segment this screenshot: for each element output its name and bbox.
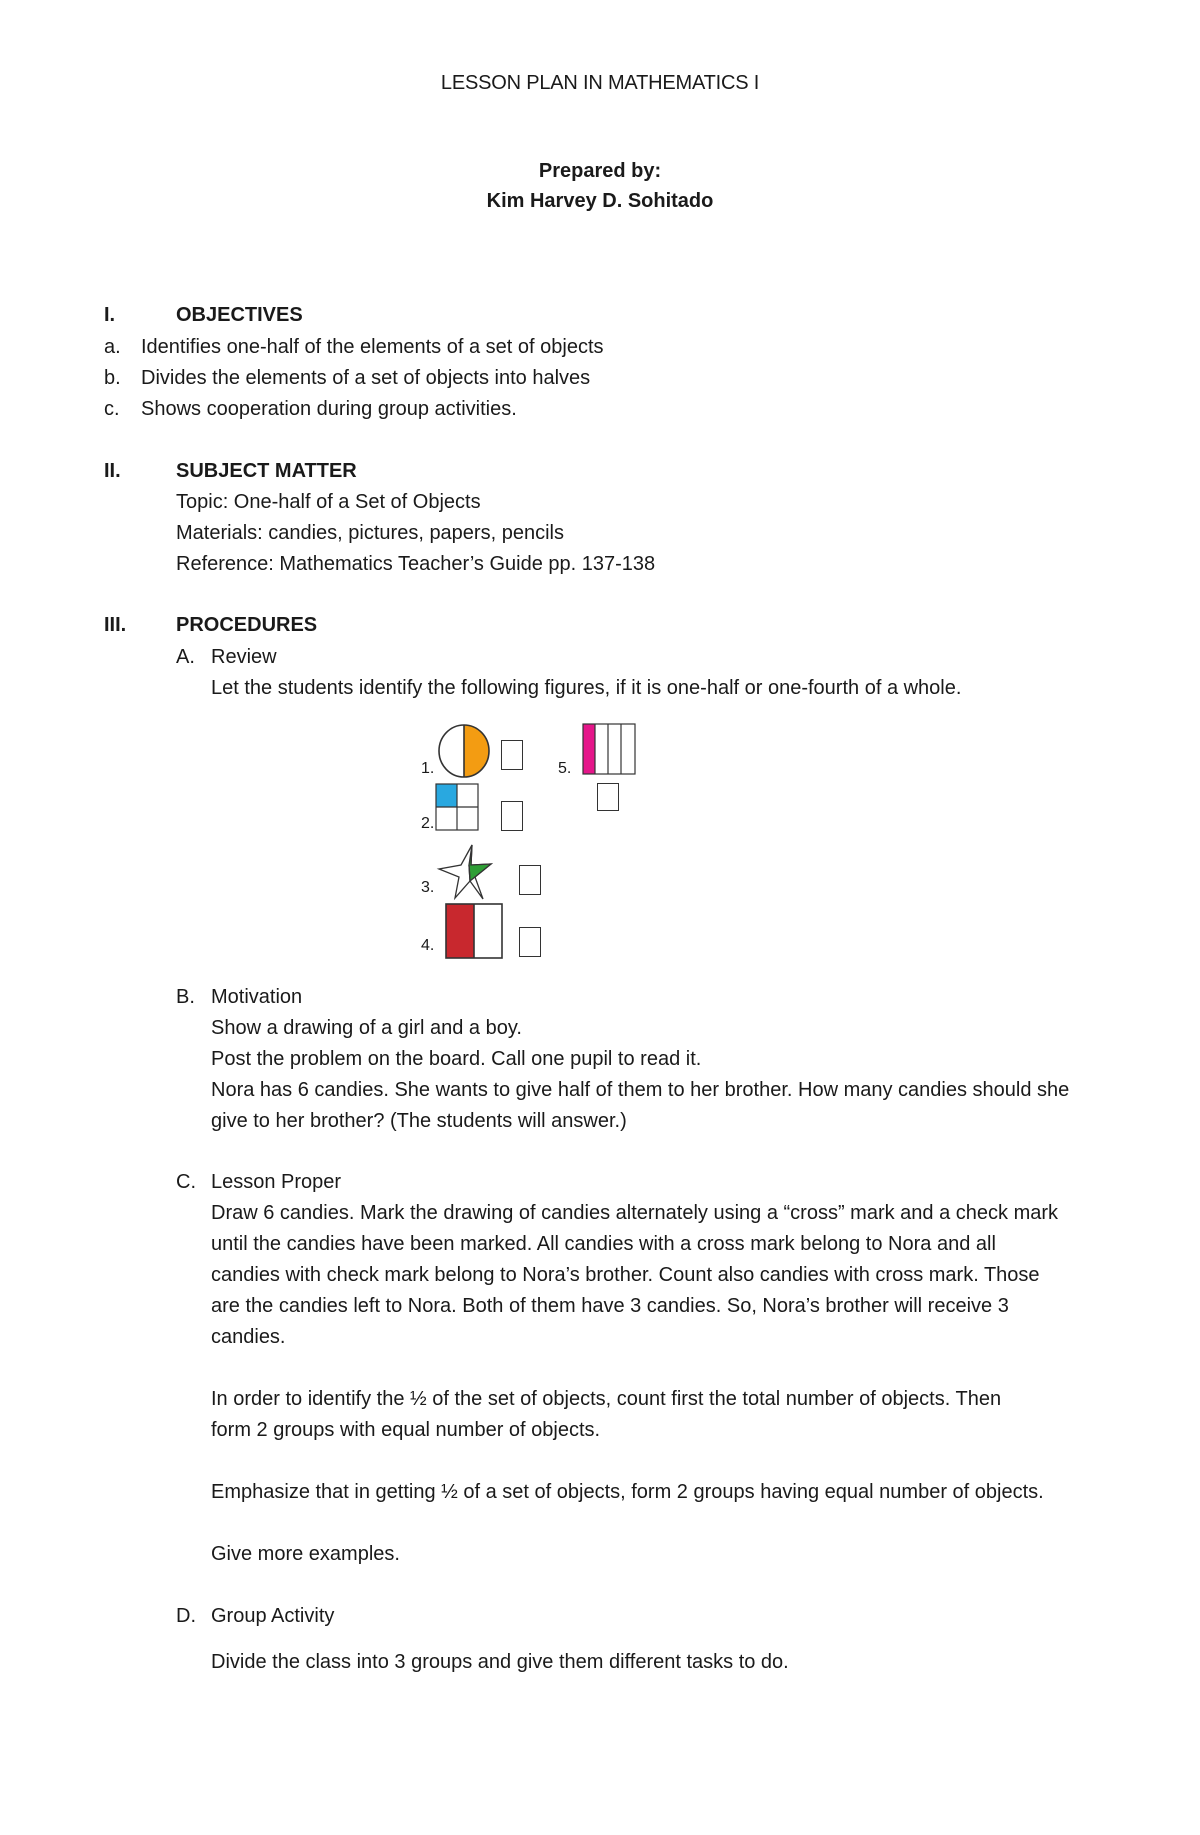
lesson-line: until the candies have been marked. All candies with a cross mark belong to Nora and all (211, 1233, 996, 1255)
lesson-line: In order to identify the ½ of the set of objects, count first the total number of objects. Then (211, 1388, 1002, 1410)
figure-label: 5. (558, 760, 572, 777)
procedures-numeral: III. (104, 614, 127, 636)
figure-label: 3. (421, 879, 435, 896)
review-marker: A. (176, 646, 195, 668)
prepared-by-label: Prepared by: (538, 160, 662, 182)
answer-box[interactable] (501, 801, 523, 831)
objectives-numeral: I. (104, 304, 116, 326)
answer-box[interactable] (519, 927, 541, 957)
half-circle-figure (437, 723, 491, 779)
topic-line: Topic: One-half of a Set of Objects (176, 491, 481, 513)
star-figure (435, 841, 505, 903)
review-instruction: Let the students identify the following figures, if it is one-half or one-fourth of a whole. (211, 677, 962, 699)
subject-matter-numeral: II. (104, 460, 121, 482)
motivation-line: Post the problem on the board. Call one pupil to read it. (211, 1048, 702, 1070)
answer-box[interactable] (501, 740, 523, 770)
answer-box[interactable] (519, 865, 541, 895)
objective-marker: c. (104, 398, 120, 420)
review-figures (415, 717, 655, 965)
lesson-line: Draw 6 candies. Mark the drawing of candies alternately using a “cross” mark and a check mark (211, 1202, 1059, 1224)
motivation-line: Nora has 6 candies. She wants to give half of them to her brother. How many candies should she (211, 1079, 1070, 1101)
group-activity-heading: Group Activity (211, 1605, 335, 1627)
objective-marker: b. (104, 367, 121, 389)
lesson-line: Emphasize that in getting ½ of a set of objects, form 2 groups having equal number of objects. (211, 1481, 1044, 1503)
objective-item: Shows cooperation during group activities. (141, 398, 517, 420)
objective-marker: a. (104, 336, 121, 358)
document-title: LESSON PLAN IN MATHEMATICS I (440, 72, 760, 94)
lesson-line: are the candies left to Nora. Both of them have 3 candies. So, Nora’s brother will receive 3 (211, 1295, 1009, 1317)
materials-line: Materials: candies, pictures, papers, pencils (176, 522, 564, 544)
reference-line: Reference: Mathematics Teacher’s Guide pp. 137-138 (176, 553, 656, 575)
lesson-line: Give more examples. (211, 1543, 400, 1565)
procedures-heading: PROCEDURES (176, 614, 318, 636)
motivation-marker: B. (176, 986, 195, 1008)
motivation-line: give to her brother? (The students will answer.) (211, 1110, 627, 1132)
objective-item: Identifies one-half of the elements of a set of objects (141, 336, 604, 358)
half-rectangle-figure (445, 903, 503, 959)
objectives-heading: OBJECTIVES (176, 304, 303, 326)
review-heading: Review (211, 646, 277, 668)
subject-matter-heading: SUBJECT MATTER (176, 460, 357, 482)
quarter-square-figure (435, 783, 479, 831)
figure-label: 1. (421, 760, 435, 777)
lesson-proper-marker: C. (176, 1171, 196, 1193)
figure-label: 4. (421, 937, 435, 954)
motivation-heading: Motivation (211, 986, 303, 1008)
lesson-line: candies. (211, 1326, 286, 1348)
group-activity-marker: D. (176, 1605, 196, 1627)
answer-box[interactable] (597, 783, 619, 811)
lesson-line: form 2 groups with equal number of objects. (211, 1419, 601, 1441)
striped-rectangle-figure (582, 723, 636, 775)
group-activity-text: Divide the class into 3 groups and give them different tasks to do. (211, 1651, 789, 1673)
lesson-proper-heading: Lesson Proper (211, 1171, 342, 1193)
objective-item: Divides the elements of a set of objects into halves (141, 367, 591, 389)
lesson-line: candies with check mark belong to Nora’s brother. Count also candies with cross mark. Those (211, 1264, 1040, 1286)
motivation-line: Show a drawing of a girl and a boy. (211, 1017, 522, 1039)
figure-label: 2. (421, 815, 435, 832)
author-name: Kim Harvey D. Sohitado (486, 190, 714, 212)
